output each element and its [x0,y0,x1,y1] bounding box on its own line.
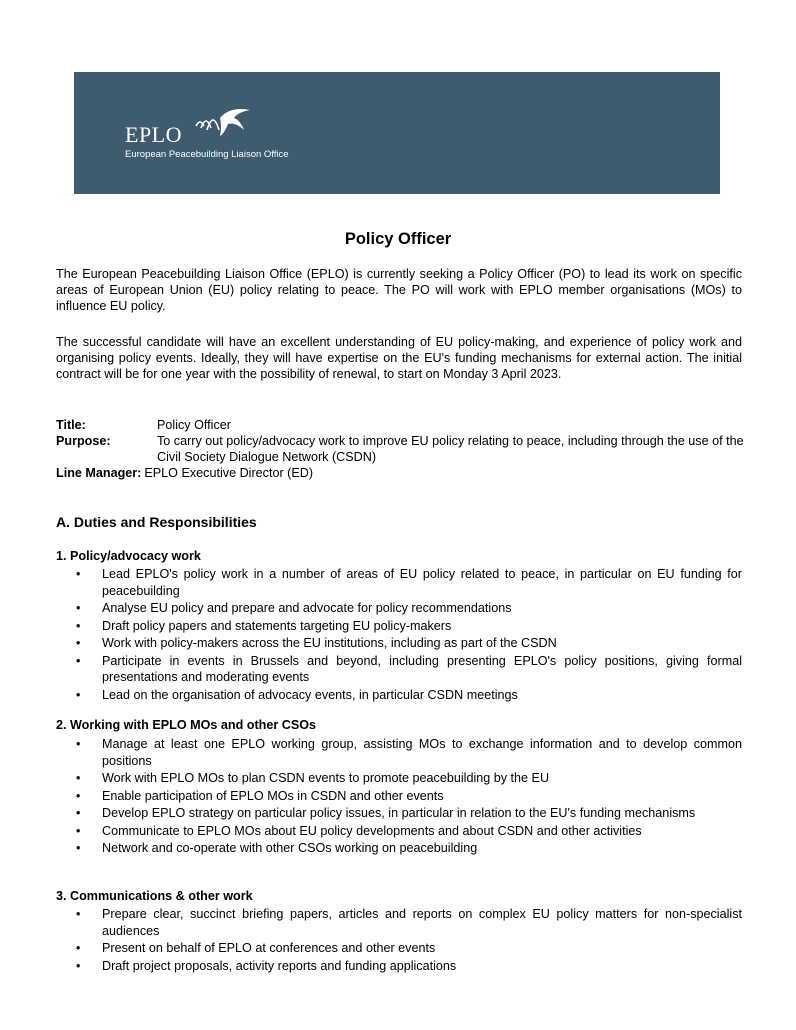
purpose-value: To carry out policy/advocacy work to improve EU policy relating to peace, including through the use of the Civil Society Dialogue Network (CSDN) [157,434,744,464]
list-item: • Work with policy-makers across the EU institutions, including as part of the CSDN [76,636,557,650]
section-heading-duties: A. Duties and Responsibilities [56,514,257,530]
purpose-label: Purpose: [56,434,111,448]
job-title-row [56,417,746,433]
bullet-icon: • [76,618,81,633]
job-title-label: Title: [56,418,86,432]
bullet-icon: • [76,601,81,615]
list-item: • Draft policy papers and statements targeting EU policy-makers [76,618,452,633]
list-item: • Enable participation of EPLO MOs in CSDN and other events [76,788,444,803]
line-manager-row [56,465,746,481]
bullet-icon: • [76,958,81,973]
list-item: • Participate in events in Brussels and beyond, including presenting EPLO's policy positions, giving formal presentations and moderating events [76,653,742,684]
bullet-icon: • [76,687,81,702]
line-manager-value: EPLO Executive Director (ED) [144,466,314,480]
list-item: • Lead on the organisation of advocacy events, in particular CSDN meetings [76,687,518,702]
bullet-icon: • [76,841,81,855]
intro-paragraph-1: The European Peacebuilding Liaison Office (EPLO) is currently seeking a Policy Officer (PO) to lead its work on specific areas of European Union (EU) policy relating to peace. The PO will work with EPLO member organisations (MOs) to influence EU policy. [56,267,742,313]
subsection-heading-policy: 1. Policy/advocacy work [56,549,201,563]
bullet-icon: • [76,737,81,751]
list-item: • Lead EPLO's policy work in a number of areas of EU policy related to peace, in particular on EU funding for peacebuilding [76,567,742,598]
logo-wordmark: EPLO [125,122,182,147]
bullet-icon: • [76,567,81,581]
communications-duties-list [76,906,742,975]
header-banner [74,72,720,194]
bullet-icon: • [76,941,81,955]
list-item: • Communicate to EPLO MOs about EU policy developments and about CSDN and other activities [76,823,642,838]
list-item: • Network and co-operate with other CSOs working on peacebuilding [76,841,478,855]
bullet-icon: • [76,771,81,785]
line-manager-label: Line Manager: [56,466,142,480]
intro-paragraph-2: The successful candidate will have an excellent understanding of EU policy-making, and experience of policy work and organising policy events. Ideally, they will have expertise on the EU's funding mechanisms for external action. The initial contract will be for one year with the possibility of renewal, to start on Monday 3 April 2023. [56,335,742,381]
bullet-icon: • [76,653,81,668]
job-title-value: Policy Officer [157,418,231,432]
list-item: • Present on behalf of EPLO at conferences and other events [76,941,436,955]
list-item: • Develop EPLO strategy on particular policy issues, in particular in relation to the EU's funding mechanisms [76,806,696,820]
list-item: • Manage at least one EPLO working group, assisting MOs to exchange information and to develop common positions [76,737,742,768]
bullet-icon: • [76,806,81,820]
list-item: • Prepare clear, succinct briefing papers, articles and reports on complex EU policy matters for non-specialist audiences [76,907,742,938]
bullet-icon: • [76,636,81,650]
bullet-icon: • [76,907,81,921]
job-details [56,417,746,481]
subsection-heading-communications: 3. Communications & other work [56,889,253,903]
logo-subtitle: European Peacebuilding Liaison Office [125,149,289,160]
mos-duties-list [76,736,742,858]
bullet-icon: • [76,788,81,803]
bullet-icon: • [76,823,81,838]
list-item: • Analyse EU policy and prepare and advocate for policy recommendations [76,601,512,615]
dove-logo-icon [192,104,252,144]
policy-duties-list [76,566,742,704]
subsection-heading-mos: 2. Working with EPLO MOs and other CSOs [56,718,317,732]
list-item: • Work with EPLO MOs to plan CSDN events to promote peacebuilding by the EU [76,771,550,785]
list-item: • Draft project proposals, activity reports and funding applications [76,958,457,973]
page-title: Policy Officer [344,230,452,248]
purpose-row [56,433,746,465]
